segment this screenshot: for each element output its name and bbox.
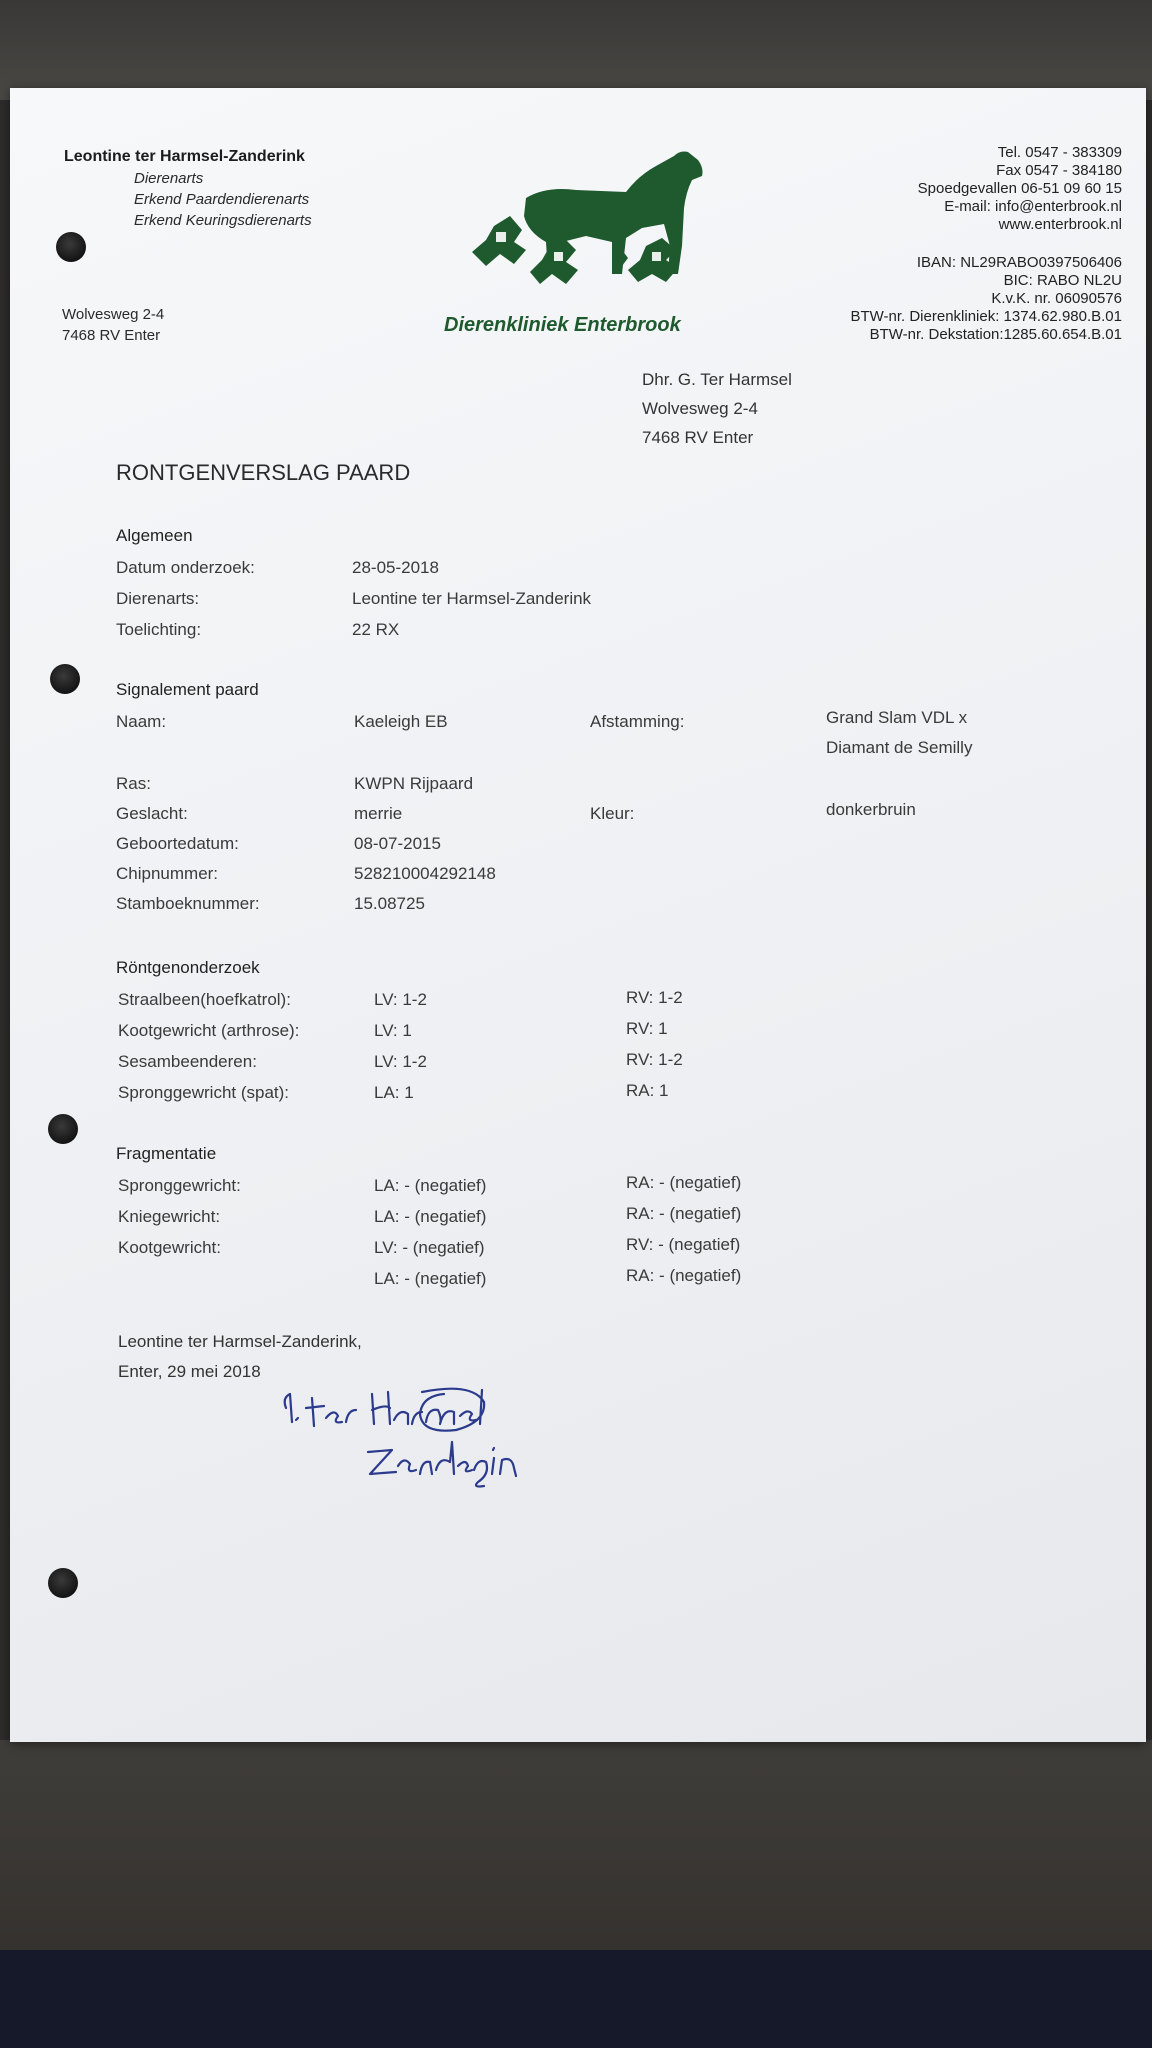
floor — [0, 1950, 1152, 2048]
field-value: Leontine ter Harmsel-Zanderink — [352, 589, 592, 608]
bank-line: K.v.K. nr. 06090576 — [991, 290, 1122, 307]
field-value-right: RA: - (negatief) — [626, 1266, 742, 1285]
field-value-right: RV: 1-2 — [626, 1050, 683, 1069]
field-value-right: RV: 1-2 — [626, 988, 683, 1007]
field-label: Naam: — [116, 712, 167, 731]
field-value-right: RA: - (negatief) — [626, 1173, 742, 1192]
horse-and-animals-logo-icon — [466, 146, 716, 296]
vet-title: Erkend Paardendierenarts — [134, 191, 310, 208]
field-value-left: LV: - (negatief) — [374, 1238, 485, 1257]
sender-postcode: 7468 RV Enter — [62, 327, 161, 344]
contact-line: Fax 0547 - 384180 — [996, 162, 1122, 179]
field-value: donkerbruin — [826, 800, 916, 819]
field-label: Kootgewricht: — [118, 1238, 221, 1257]
contact-line: Spoedgevallen 06-51 09 60 15 — [917, 180, 1122, 197]
closing-place-date: Enter, 29 mei 2018 — [118, 1362, 261, 1381]
handwritten-signature — [272, 1378, 532, 1488]
field-label: Datum onderzoek: — [116, 558, 255, 577]
document-page — [10, 88, 1146, 1742]
field-label: Geslacht: — [116, 804, 188, 823]
field-value-right: RA: 1 — [626, 1081, 669, 1100]
field-label: Spronggewricht: — [118, 1176, 241, 1195]
field-label: Geboortedatum: — [116, 834, 239, 853]
field-value-right: RA: - (negatief) — [626, 1204, 742, 1223]
closing-name: Leontine ter Harmsel-Zanderink, — [118, 1332, 362, 1351]
field-label: Spronggewricht (spat): — [118, 1083, 290, 1102]
field-value-left: LA: - (negatief) — [374, 1269, 487, 1288]
punch-hole — [56, 232, 86, 262]
field-value-left: LA: - (negatief) — [374, 1176, 487, 1195]
field-value: 15.08725 — [354, 894, 425, 913]
vet-title: Dierenarts — [134, 170, 204, 187]
field-label: Kootgewricht (arthrose): — [118, 1021, 300, 1040]
punch-hole — [50, 664, 80, 694]
field-value-left: LV: 1-2 — [374, 1052, 427, 1071]
field-label: Chipnummer: — [116, 864, 219, 883]
field-value: 28-05-2018 — [352, 558, 439, 577]
desk-surface-top — [0, 0, 1152, 100]
field-value: merrie — [354, 804, 403, 823]
recipient-street: Wolvesweg 2-4 — [642, 399, 758, 418]
section-heading-fragmentatie: Fragmentatie — [116, 1144, 217, 1163]
field-value-left: LV: 1 — [374, 1021, 412, 1040]
field-value: 528210004292148 — [354, 864, 496, 883]
field-value-left: LA: 1 — [374, 1083, 414, 1102]
contact-line: E-mail: info@enterbrook.nl — [944, 198, 1122, 215]
vet-name: Leontine ter Harmsel-Zanderink — [64, 148, 305, 165]
field-value: 22 RX — [352, 620, 400, 639]
section-heading-algemeen: Algemeen — [116, 526, 193, 545]
contact-line: www.enterbrook.nl — [998, 216, 1122, 233]
contact-line: Tel. 0547 - 383309 — [997, 144, 1122, 161]
field-label: Kniegewricht: — [118, 1207, 221, 1226]
field-label: Toelichting: — [116, 620, 202, 639]
field-label: Stamboeknummer: — [116, 894, 260, 913]
bank-line: BIC: RABO NL2U — [1003, 272, 1122, 289]
field-value: KWPN Rijpaard — [354, 774, 474, 793]
section-heading-rontgen: Röntgenonderzoek — [116, 958, 260, 977]
field-value: 08-07-2015 — [354, 834, 441, 853]
field-value-right: RV: - (negatief) — [626, 1235, 741, 1254]
bank-line: BTW-nr. Dierenkliniek: 1374.62.980.B.01 — [850, 308, 1122, 325]
field-value-left: LV: 1-2 — [374, 990, 427, 1009]
field-label: Kleur: — [590, 804, 635, 823]
sender-street: Wolvesweg 2-4 — [62, 306, 165, 323]
field-label: Dierenarts: — [116, 589, 200, 608]
recipient-postcode: 7468 RV Enter — [642, 428, 754, 447]
pedigree-line: Grand Slam VDL x — [826, 708, 968, 727]
field-label: Ras: — [116, 774, 151, 793]
section-heading-signalement: Signalement paard — [116, 680, 259, 699]
field-label: Sesambeenderen: — [118, 1052, 257, 1071]
clinic-name: Dierenkliniek Enterbrook — [444, 314, 681, 336]
field-value-right: RV: 1 — [626, 1019, 668, 1038]
vet-title: Erkend Keuringsdierenarts — [134, 212, 312, 229]
document-title: RONTGENVERSLAG PAARD — [116, 460, 411, 485]
field-label: Afstamming: — [590, 712, 685, 731]
punch-hole — [48, 1114, 78, 1144]
bank-line: BTW-nr. Dekstation:1285.60.654.B.01 — [869, 326, 1122, 343]
horse-name: Kaeleigh EB — [354, 712, 448, 731]
pedigree-line: Diamant de Semilly — [826, 738, 973, 757]
field-label: Straalbeen(hoefkatrol): — [118, 990, 291, 1009]
punch-hole — [48, 1568, 78, 1598]
bank-line: IBAN: NL29RABO0397506406 — [916, 254, 1122, 271]
field-value-left: LA: - (negatief) — [374, 1207, 487, 1226]
recipient-name: Dhr. G. Ter Harmsel — [642, 370, 792, 389]
